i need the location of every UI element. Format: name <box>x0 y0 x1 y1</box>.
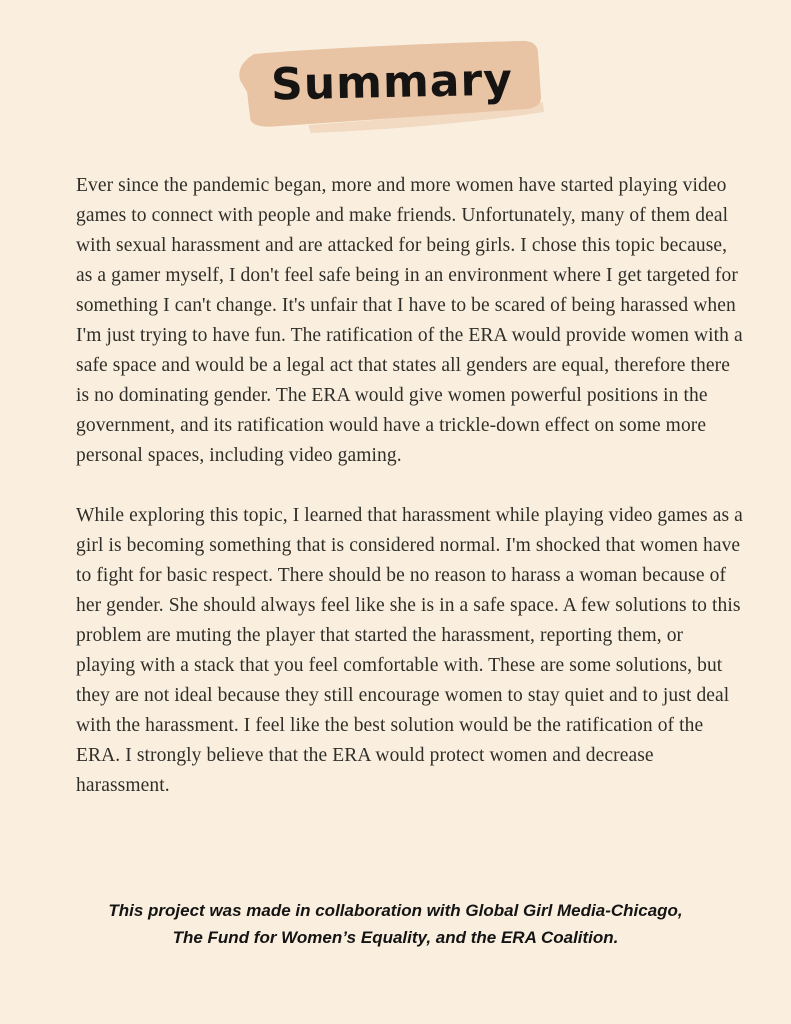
collaboration-note-line-1: This project was made in collaboration with Global Girl Media-Chicago, <box>108 901 683 920</box>
collaboration-note <box>0 897 791 951</box>
page-title: Summary <box>270 53 514 111</box>
collaboration-note-line-2: The Fund for Women’s Equality, and the ERA Coalition. <box>172 928 619 947</box>
paragraph-intro: Ever since the pandemic began, more and more women have started playing video games to connect with people and make friends. Unfortunately, many of them deal with sexual harassment and are attacked for being girls. I chose this topic because, as a gamer myself, I don't feel safe being in an environment where I get targeted for something I can't change. It's unfair that I have to be scared of being harassed when I'm just trying to have fun. The ratification of the ERA would provide women with a safe space and would be a legal act that states all genders are equal, therefore there is no dominating gender. The ERA would give women powerful positions in the government, and its ratification would have a trickle-down effect on some more personal spaces, including video gaming. <box>76 175 743 466</box>
title-banner <box>238 40 546 130</box>
summary-text <box>76 171 744 831</box>
paragraph-findings: While exploring this topic, I learned that harassment while playing video games as a girl is becoming something that is considered normal. I'm shocked that women have to fight for basic respect. There should be no reason to harass a woman because of her gender. She should always feel like she is in a safe space. A few solutions to this problem are muting the player that started the harassment, reporting them, or playing with a stack that you feel comfortable with. These are some solutions, but they are not ideal because they still encourage women to stay quiet and to just deal with the harassment. I feel like the best solution would be the ratification of the ERA. I strongly believe that the ERA would protect women and decrease harassment. <box>76 505 743 796</box>
